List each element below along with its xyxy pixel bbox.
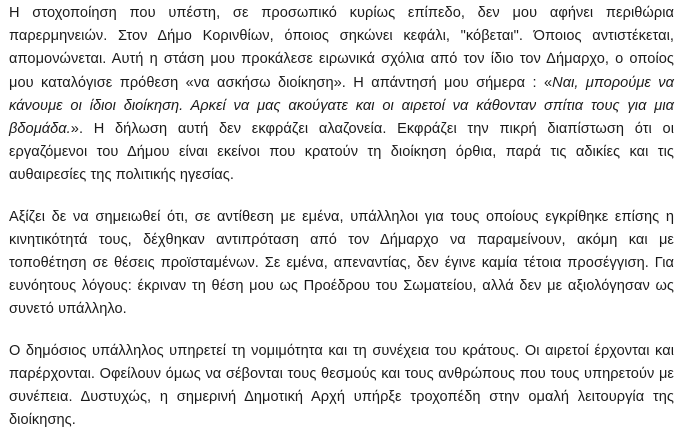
paragraph-mobility (9, 206, 674, 322)
paragraph-text: Η στοχοποίηση που υπέστη, σε προσωπικό κυρίως επίπεδο, δεν μου αφήνει περιθώρια παρερμηνειών. Στον Δήμο Κορινθίων, όποιος σηκώνει κεφάλι, "κόβεται". Όποιος αντιστέκεται, απομονώνεται. Αυτή η στάση μου προκάλεσε ειρωνικά σχόλια από τον ίδιο τον Δήμαρχο, ο οποίος μου καταλόγισε πρόθεση «να ασκήσω διοίκηση». Η απάντησή μου σήμερα : « (9, 5, 674, 91)
quoted-reply-italic: Ναι, μπορούμε να κάνουμε οι ίδιοι διοίκηση. Αρκεί να μας ακούγατε και οι αιρετοί να κάθονταν σπίτια τους για μια βδομάδα. (9, 74, 674, 138)
paragraph-text: Ο δημόσιος υπάλληλος υπηρετεί τη νομιμότητα και τη συνέχεια του κράτους. Οι αιρετοί έρχονται και παρέρχονται. Οφείλουν όμως να σέβονται τους θεσμούς και τους ανθρώπους που τους υπηρετούν με συνέπεια. Δυστυχώς, η σημερινή Δημοτική Αρχή υπήρξε τροχοπέδη στην ομαλή λειτουργία της διοίκησης. (9, 342, 674, 429)
paragraph-public-servant (9, 340, 674, 432)
paragraph-text: ». Η δήλωση αυτή δεν εκφράζει αλαζονεία. Εκφράζει την πικρή διαπίστωση ότι οι εργαζόμενοι του Δήμου είναι εκείνοι που κρατούν τη διοίκηση όρθια, παρά τις αδικίες και τις αυθαιρεσίες της πολιτικής ηγεσίας. (9, 121, 674, 184)
paragraph-targeting (9, 2, 674, 188)
paragraph-text: Αξίζει δε να σημειωθεί ότι, σε αντίθεση με εμένα, υπάλληλοι για τους οποίους εγκρίθηκε επίσης η κινητικότητά τους, δέχθηκαν αντιπρόταση από τον Δήμαρχο να παραμείνουν, ακόμη και με τοποθέτηση σε θέσεις προϊσταμένων. Σε εμένα, απεναντίας, δεν έγινε καμία τέτοια προσέγγιση. Για ευνόητους λόγους: έκριναν τη θέση μου ως Προέδρου του Σωματείου, αλλά δεν με αξιολόγησαν ως συνετό υπάλληλο. (9, 208, 674, 318)
